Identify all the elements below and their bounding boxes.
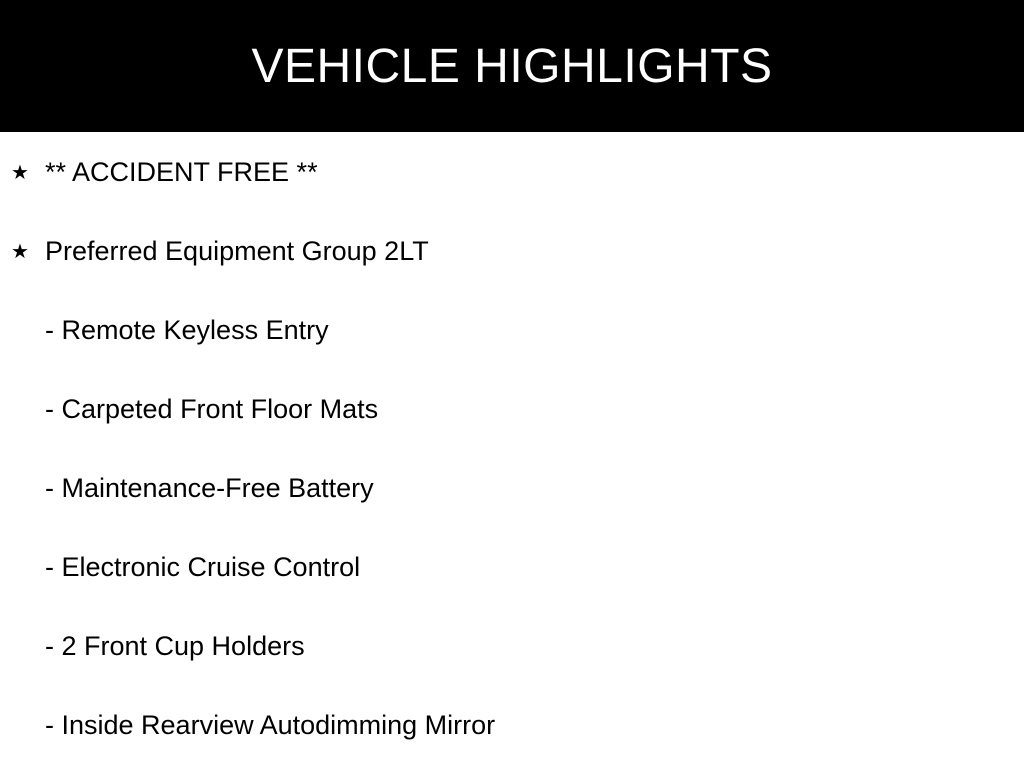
list-item <box>0 626 1024 666</box>
list-item <box>0 310 1024 350</box>
list-item-text: - Carpeted Front Floor Mats <box>45 393 379 424</box>
list-item-text: - Inside Rearview Autodimming Mirror <box>45 709 496 740</box>
header-banner <box>0 0 1024 132</box>
list-item <box>0 468 1024 508</box>
list-item <box>0 231 1024 271</box>
list-item <box>0 705 1024 745</box>
list-item-text: - Maintenance-Free Battery <box>45 472 374 503</box>
star-icon: ★ <box>11 160 29 184</box>
list-item-text: - Electronic Cruise Control <box>45 551 361 582</box>
list-item <box>0 152 1024 192</box>
list-item-text: - 2 Front Cup Holders <box>45 630 305 661</box>
page-title: VEHICLE HIGHLIGHTS <box>251 39 773 93</box>
list-item <box>0 547 1024 587</box>
star-icon: ★ <box>11 239 29 263</box>
list-item-text: ** ACCIDENT FREE ** <box>45 156 318 187</box>
list-item-text: Preferred Equipment Group 2LT <box>45 235 429 266</box>
list-item <box>0 389 1024 429</box>
list-item-text: - Remote Keyless Entry <box>45 314 329 345</box>
